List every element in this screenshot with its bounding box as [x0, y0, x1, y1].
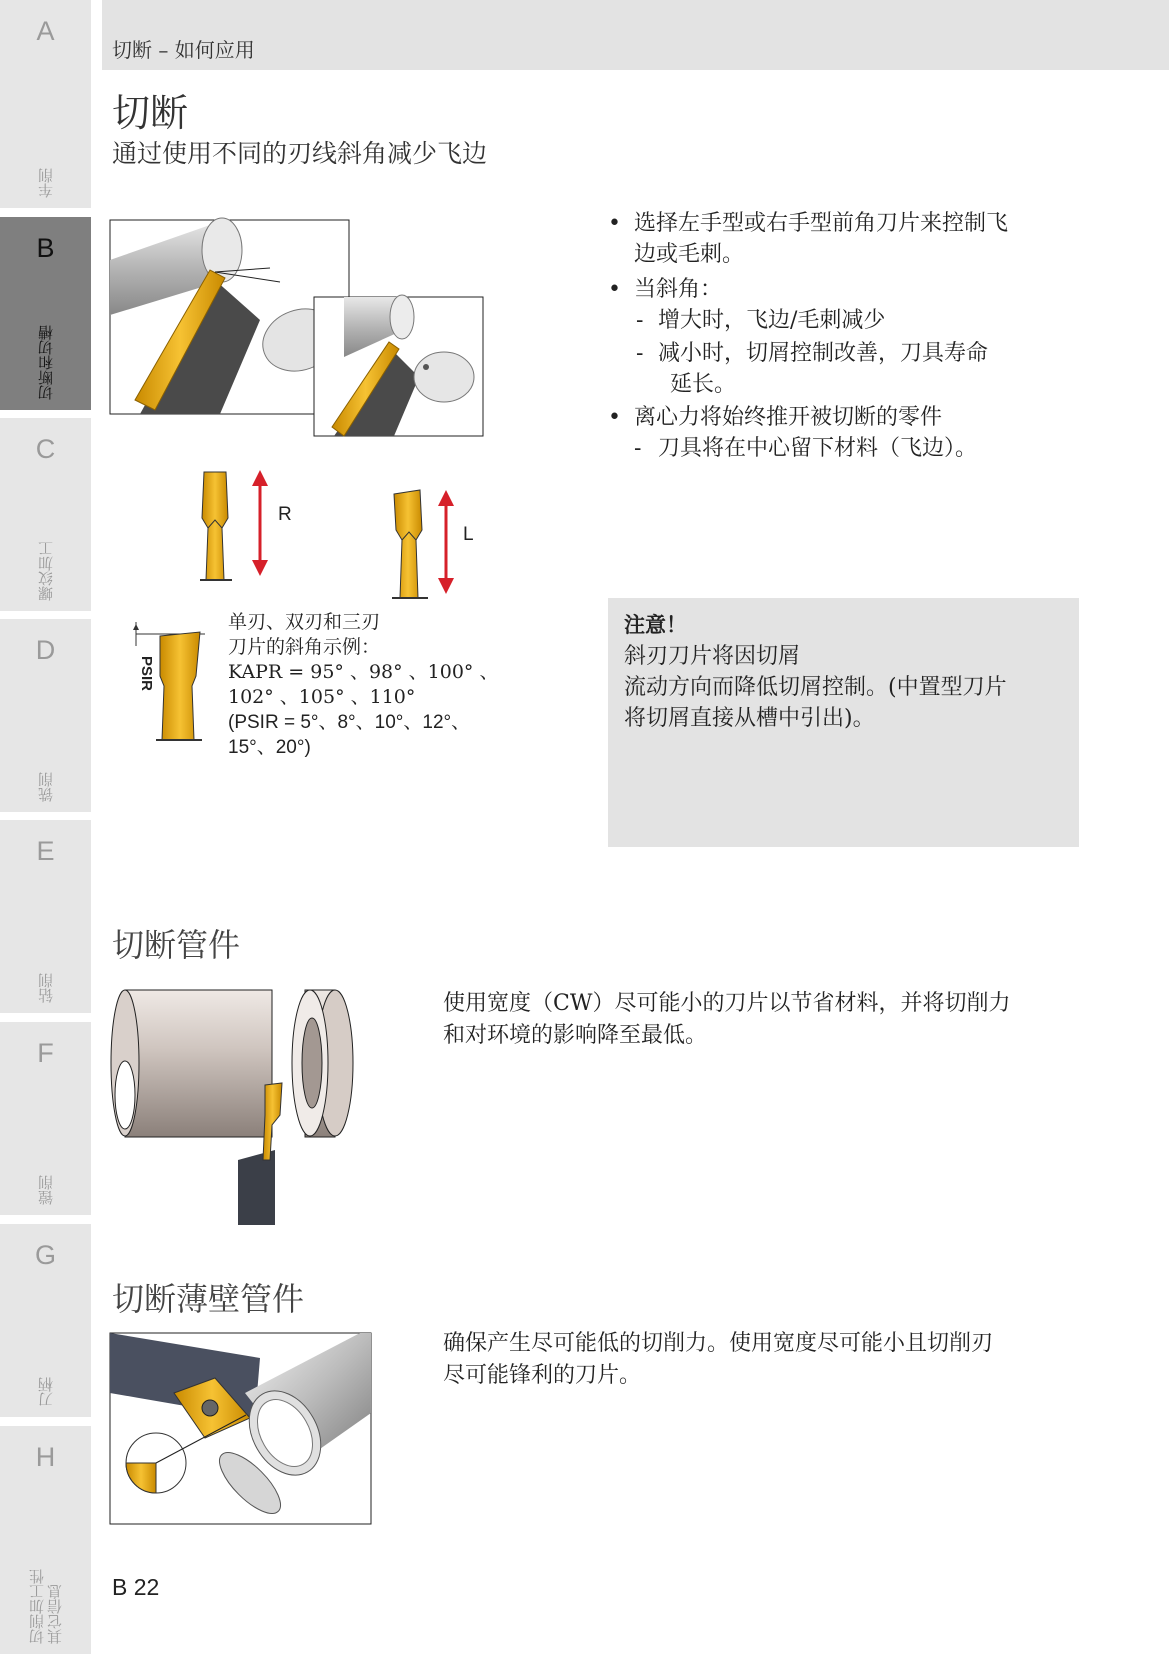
paragraph-line: 确保产生尽可能低的切削力。使用宽度尽可能小且切削刃 [443, 1331, 994, 1356]
page-number: B 22 [112, 1574, 160, 1600]
psir-line: 102° 、105° 、110° [228, 686, 416, 708]
tab-drilling[interactable] [0, 820, 91, 1013]
tab-letter: B [36, 233, 55, 263]
label-right-hand: R [278, 504, 292, 525]
tab-letter: E [36, 836, 55, 866]
psir-line: KAPR = 95° 、98° 、100° 、 [228, 661, 499, 683]
section-title-thin-wall: 切断薄壁管件 [112, 1280, 305, 1318]
thin-wall-paragraph [443, 1328, 1083, 1392]
section-title-tubes: 切断管件 [112, 926, 241, 964]
list-item: • 选择左手型或右手型前角刀片来控制飞 [606, 208, 1076, 239]
list-item: • 离心力将始终推开被切断的零件 [606, 402, 1076, 433]
insert-left-hand [392, 490, 492, 605]
tab-label: 铣削 [36, 772, 55, 802]
note-box [608, 598, 1079, 847]
psir-line: 15°、20°) [228, 737, 311, 758]
tab-boring[interactable] [0, 1022, 91, 1215]
paragraph-line: 使用宽度（CW）尽可能小的刀片以节省材料，并将切削力 [443, 991, 1011, 1016]
list-item: 边或毛刺。 [634, 242, 745, 267]
label-psir: PSIR [138, 656, 155, 692]
tubes-paragraph [443, 988, 1083, 1052]
psir-line: 刀片的斜角示例： [228, 636, 381, 658]
psir-line: 单刃、双刃和三刃 [228, 611, 381, 633]
thin-wall-parting-illustration [110, 1333, 372, 1525]
tab-tool-holding[interactable] [0, 1224, 91, 1417]
psir-description [228, 610, 498, 760]
tab-letter: G [34, 1240, 56, 1270]
tab-letter: D [35, 635, 56, 665]
tab-threading[interactable] [0, 418, 91, 611]
tab-label: 镗削 [36, 1175, 55, 1205]
page-subtitle: 通过使用不同的刃线斜角减少飞边 [112, 139, 488, 168]
tab-label: 车削 [36, 168, 55, 198]
label-left-hand: L [463, 524, 474, 545]
note-title: 注意！ [624, 613, 687, 637]
tab-milling[interactable] [0, 619, 91, 812]
tab-letter: C [35, 434, 56, 464]
section-sidebar [0, 0, 91, 1654]
note-line: 将切屑直接从槽中引出)。 [624, 706, 875, 731]
tab-letter: A [36, 16, 55, 46]
tube-parting-illustration [110, 985, 360, 1225]
tab-label: 钻削 [36, 973, 55, 1003]
page-title: 切断 [112, 91, 189, 135]
paragraph-line: 尽可能锋利的刀片。 [443, 1363, 642, 1388]
list-item: • 当斜角： [606, 274, 1076, 305]
advice-bullet-list [606, 208, 1076, 464]
list-item: - 增大时，飞边/毛刺减少 [606, 305, 1076, 336]
paragraph-line: 和对环境的影响降至最低。 [443, 1023, 708, 1048]
tab-parting-grooving[interactable] [0, 217, 91, 410]
tab-machinability[interactable] [0, 1426, 91, 1654]
tab-turning[interactable] [0, 0, 91, 208]
note-line: 流动方向而降低切屑控制。(中置型刀片 [624, 675, 1007, 700]
tab-label: 切断和切槽 [36, 325, 55, 400]
psir-line: (PSIR = 5°、8°、10°、12°、 [228, 712, 471, 733]
parting-illustration-secondary [314, 297, 484, 437]
tab-letter: H [35, 1442, 56, 1472]
tab-label: 螺纹加工 [36, 541, 55, 601]
list-item: - 减小时，切屑控制改善，刀具寿命 [606, 338, 1076, 369]
list-item: 延长。 [670, 372, 737, 397]
tab-label: 切削加工性 其它信息 [27, 1569, 64, 1644]
tab-label: 刀柄 [36, 1377, 55, 1407]
tab-letter: F [37, 1038, 54, 1068]
list-item: - 刀具将在中心留下材料（飞边）。 [606, 433, 1076, 464]
breadcrumb: 切断 – 如何应用 [112, 38, 255, 62]
note-line: 斜刃刀片将因切屑 [624, 644, 801, 669]
header-bar [102, 0, 1169, 70]
